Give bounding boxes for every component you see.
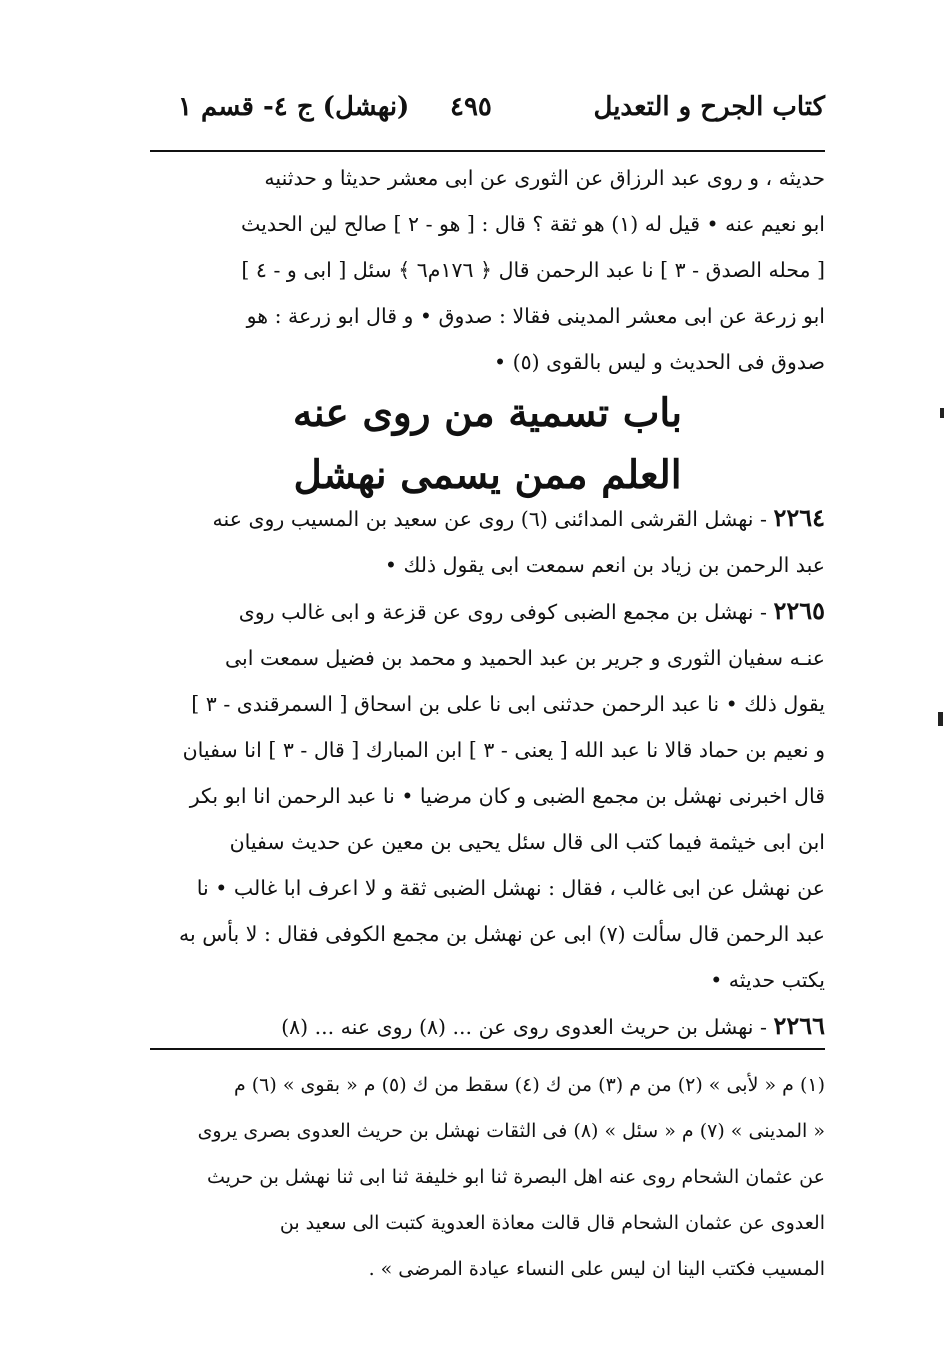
- entry-number: ٢٢٦٤: [773, 503, 825, 532]
- text-line: [ محله الصدق - ٣ ] نا عبد الرحمن قال ﴿ ١٧٦م٦ ﴾ سئل [ ابى و - ٤ ]: [241, 258, 825, 282]
- footnote-line: (١) م « لأبى » (٢) من م (٣) من ك (٤) سقط من ك (٥) م « بقوى » (٦) م: [233, 1074, 825, 1096]
- entries-list: [145, 495, 825, 1050]
- continuation-paragraph: [145, 155, 825, 385]
- text-line: - نهشل بن حريث العدوى روى عن ... (٨) روى عنه ... (٨): [281, 1015, 767, 1039]
- text-line: يكتب حديثه •: [710, 968, 825, 992]
- header-rule: [150, 150, 825, 152]
- page-number: ٤٩٥: [450, 92, 492, 122]
- text-line: يقول ذلك • نا عبد الرحمن حدثنى ابى نا على بن اسحاق [ السمرقندى - ٣ ]: [191, 692, 825, 716]
- entry-2264: [145, 495, 825, 588]
- scan-mark: [940, 408, 944, 418]
- text-line: عنـه سفيان الثورى و جرير بن عبد الحميد و محمد بن فضيل سمعت ابى: [224, 646, 825, 670]
- scan-mark: [938, 712, 943, 726]
- text-line: ابو نعيم عنه • قيل له (١) هو ثقة ؟ قال : [ هو - ٢ ] صالح لين الحديث: [241, 212, 825, 236]
- footnote-rule: [150, 1048, 825, 1050]
- chapter-title-line: العلم ممن يسمى نهشل: [293, 452, 682, 498]
- running-header: [150, 92, 825, 140]
- text-line: عن نهشل عن ابى غالب ، فقال : نهشل الضبى ثقة و لا اعرف ابا غالب • نا: [196, 876, 825, 900]
- entry-2265: [145, 588, 825, 1003]
- footnotes: [145, 1062, 825, 1292]
- text-line: عبد الرحمن بن زياد بن انعم سمعت ابى يقول ذلك •: [384, 553, 825, 577]
- footnote-line: « المدينى » (٧) م « سئل » (٨) فى الثقات نهشل بن حريث العدوى بصرى يروى: [197, 1120, 825, 1142]
- text-line: - نهشل القرشى المدائنى (٦) روى عن سعيد بن المسيب روى عنه: [212, 507, 767, 531]
- footnote-line: المسيب فكتب الينا ان ليس على النساء عيادة المرضى » .: [368, 1258, 825, 1280]
- text-line: عبد الرحمن قال سألت (٧) ابى عن نهشل بن مجمع الكوفى فقال : لا بأس به: [179, 922, 825, 946]
- text-line: و نعيم بن حماد قالا نا عبد الله [ يعنى - ٣ ] ابن المبارك [ قال - ٣ ] انا سفيان: [182, 738, 825, 762]
- chapter-title-line: باب تسمية من روى عنه: [292, 390, 683, 436]
- entry-first-line: [145, 588, 825, 635]
- entry-number: ٢٢٦٥: [773, 596, 825, 625]
- entry-2266: [145, 1003, 825, 1050]
- entry-first-line: [145, 1003, 825, 1050]
- text-line: حديثه ، و روى عبد الرزاق عن الثورى عن ابى معشر حديثا و حدثنيه: [264, 166, 825, 190]
- chapter-title: [150, 382, 825, 506]
- text-line: صدوق فى الحديث و ليس بالقوى (٥) •: [493, 350, 825, 374]
- book-title: كتاب الجرح و التعديل: [593, 92, 825, 122]
- section-label: (نهشل) ج ٤- قسم ١: [178, 92, 410, 122]
- text-line: ابن ابى خيثمة فيما كتب الى قال سئل يحيى بن معين عن حديث سفيان: [229, 830, 825, 854]
- text-line: - نهشل بن مجمع الضبى كوفى روى عن قزعة و ابى غالب روى: [238, 600, 767, 624]
- entry-number: ٢٢٦٦: [773, 1011, 825, 1040]
- text-line: قال اخبرنى نهشل بن مجمع الضبى و كان مرضيا • نا عبد الرحمن انا ابو بكر: [189, 784, 825, 808]
- text-line: ابو زرعة عن ابى معشر المدينى فقالا : صدوق • و قال ابو زرعة : هو: [246, 304, 825, 328]
- footnote-line: العدوى عن عثمان الشحام قال قالت معاذة العدوية كتبت الى سعيد بن: [279, 1212, 825, 1234]
- entry-first-line: [145, 495, 825, 542]
- footnote-line: عن عثمان الشحام روى عنه اهل البصرة ثنا ابو خليفة ثنا ابى ثنا نهشل بن حريث: [206, 1166, 825, 1188]
